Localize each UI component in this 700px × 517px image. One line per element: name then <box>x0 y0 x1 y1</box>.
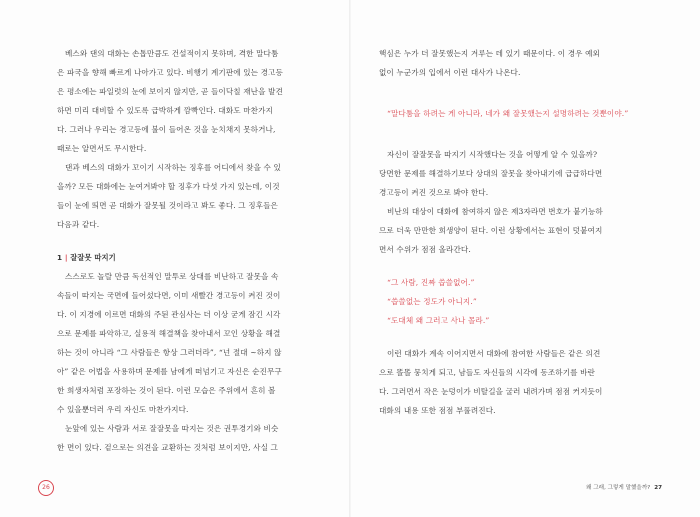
body-line: 을까? 모든 대화에는 눈여겨봐야 할 징후가 다섯 가지 있는데, 이것 <box>57 182 280 191</box>
right-page <box>351 0 700 517</box>
body-line: 다. 이 지경에 이르면 대화의 주된 관심사는 더 이상 굳게 잠긴 시각 <box>57 310 281 319</box>
subheading-number: 1 <box>57 253 63 262</box>
right-page-body <box>379 44 649 420</box>
body-line: 은 평소에는 파일럿의 눈에 보이지 않지만, 곧 들이닥칠 재난을 발견 <box>57 87 283 96</box>
body-line: 자신이 잘잘못을 따지기 시작했다는 것을 어떻게 알 수 있을까? <box>387 150 598 159</box>
body-line: 때로는 알면서도 무시한다. <box>57 144 147 153</box>
body-line: 이런 대화가 계속 이어지면서 대화에 참여한 사람들은 같은 의견 <box>387 349 601 358</box>
spacer <box>379 330 649 344</box>
spacer <box>379 82 649 104</box>
body-line: 핵심은 누가 더 잘못했는지 겨루는 데 있기 때문이다. 이 경우 예외 <box>379 49 600 58</box>
body-line: 스스로도 놀랄 만큼 독선적인 말투로 상대를 비난하고 잘못을 속 <box>65 272 279 281</box>
body-line: 다. 그러면서 작은 눈덩이가 비탈길을 굴러 내려가며 점점 커지듯이 <box>379 387 603 396</box>
spacer <box>57 234 322 248</box>
body-line: 눈앞에 있는 사람과 서로 잘잘못을 따지는 것은 권투경기와 비슷 <box>65 424 279 433</box>
body-line: 댄과 베스의 대화가 꼬이기 시작하는 징후를 어디에서 찾을 수 있 <box>65 163 281 172</box>
page-number-right: 27 <box>654 485 662 491</box>
body-line: 대화의 내용 또한 점점 부풀려진다. <box>379 406 496 415</box>
section-subheading <box>57 248 322 267</box>
body-line: 하면 미리 대비할 수 있도록 급박하게 깜빡인다. 대화도 마찬가지 <box>57 106 273 115</box>
body-line: 수 있을뿐더러 우리 자신도 마찬가지다. <box>57 405 189 414</box>
body-line: 베스와 댄의 대화는 손톱만큼도 건설적이지 못하며, 격한 말다툼 <box>65 49 279 58</box>
running-head-title: 왜 그래, 그렇게 말했을까? <box>586 485 651 491</box>
subheading-title: 잘잘못 따지기 <box>70 253 116 262</box>
body-line: 면서 수위가 점점 올라간다. <box>379 245 471 254</box>
spacer <box>379 123 649 145</box>
page-number-left: 26 <box>38 480 54 496</box>
body-line: 으로 똘똘 뭉치게 되고, 남들도 자신들의 시각에 동조하기를 바란 <box>379 368 595 377</box>
body-line: 속들이 따지는 국면에 들어섰다면, 이미 새빨간 경고등이 켜진 것이 <box>57 291 281 300</box>
body-line: 다. 그러나 우리는 경고등에 불이 들어온 것을 눈치채지 못하거나, <box>57 125 276 134</box>
dialogue-quote: “도대체 왜 그러고 사나 몰라.” <box>387 316 490 325</box>
body-line: 으로 문제를 파악하고, 실용적 해결책을 찾아내서 꼬인 상황을 해결 <box>57 329 281 338</box>
body-line: 한 면이 있다. 겉으로는 의견을 교환하는 것처럼 보이지만, 사실 그 <box>57 443 278 452</box>
spacer <box>379 259 649 273</box>
body-line: 당면한 문제를 해결하기보다 상대의 잘못을 찾아내기에 급급하다면 <box>379 169 603 178</box>
left-page <box>0 0 349 517</box>
subheading-separator: | <box>64 253 68 262</box>
body-line: 다음과 같다. <box>57 220 100 229</box>
body-line: 하는 것이 아니라 “그 사람들은 항상 그러더라”, “넌 절대 ~하지 않 <box>57 348 282 357</box>
body-line: 아” 같은 어법을 사용하며 문제를 남에게 떠넘기고 자신은 순진무구 <box>57 367 282 376</box>
running-head <box>586 483 662 491</box>
body-line: 들이 눈에 띄면 곧 대화가 잘못될 것이라고 봐도 좋다. 그 징후들은 <box>57 201 278 210</box>
body-line: 므로 더욱 만만한 희생양이 된다. 이런 상황에서는 표현이 덧붙여지 <box>379 226 603 235</box>
dialogue-quote: “말다툼을 하려는 게 아니라, 네가 왜 잘못했는지 설명하려는 것뿐이야.” <box>387 109 629 118</box>
dialogue-quote: “그 사람, 진짜 씁쓸없어.” <box>387 278 475 287</box>
body-line: 없이 누군가의 입에서 이런 대사가 나온다. <box>379 68 521 77</box>
body-line: 비난의 대상이 대화에 참여하지 않은 제3자라면 번호가 붙기능하 <box>387 207 603 216</box>
body-line: 경고등이 켜진 것으로 봐야 한다. <box>379 188 489 197</box>
left-page-body <box>57 44 322 457</box>
dialogue-quote: “씁쓸없는 정도가 아니지.” <box>387 297 477 306</box>
body-line: 은 파국을 향해 빠르게 나아가고 있다. 비행기 계기판에 있는 경고등 <box>57 68 283 77</box>
body-line: 한 희생자처럼 포장하는 것이 된다. 이런 모습은 주위에서 흔히 볼 <box>57 386 276 395</box>
